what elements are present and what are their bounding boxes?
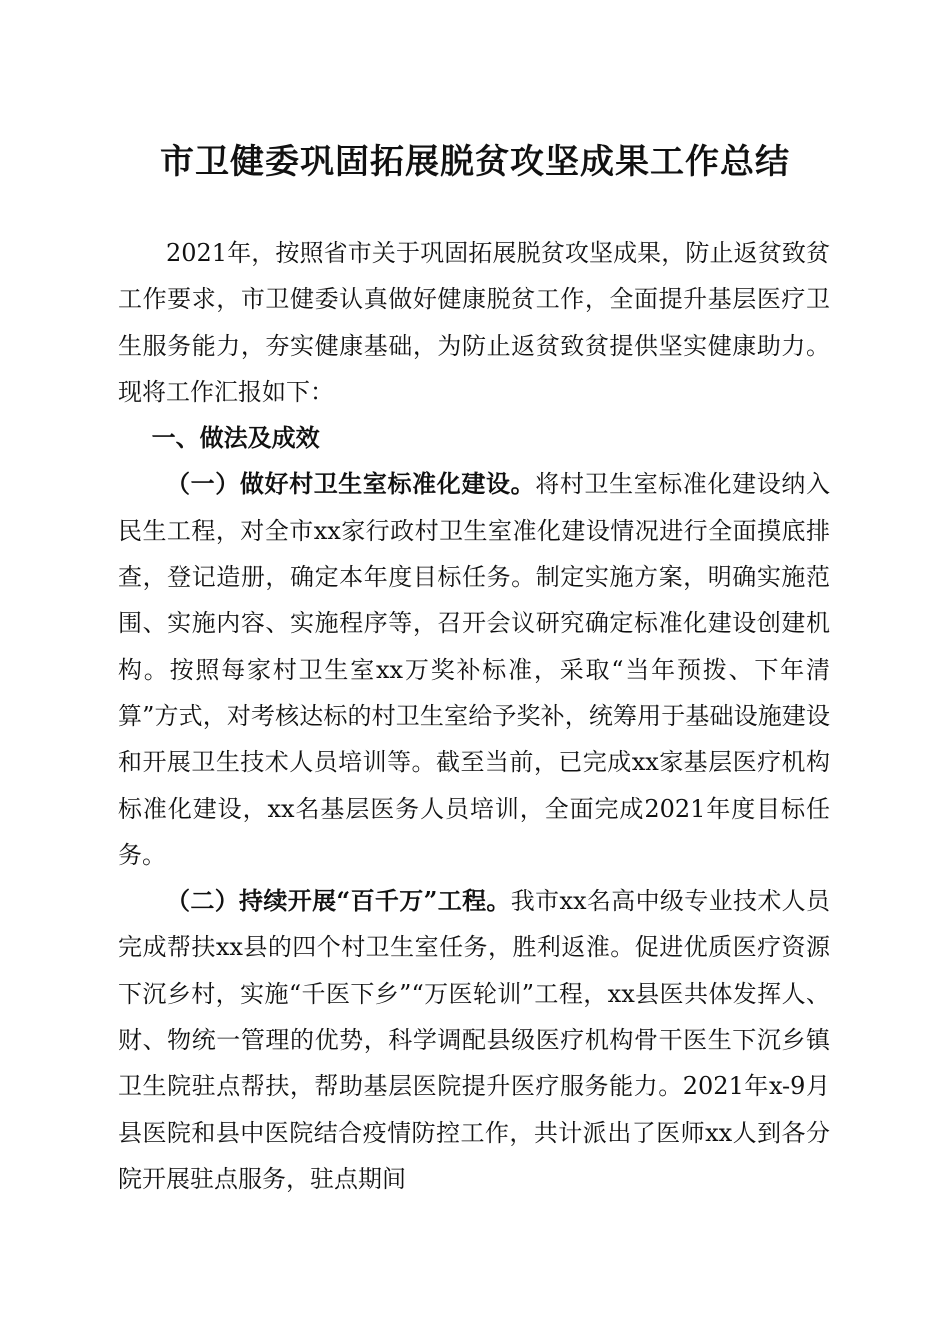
- document-body: [118, 230, 830, 1202]
- item-2-text: 我市xx名高中级专业技术人员完成帮扶xx县的四个村卫生室任务，胜利返淮。促进优质医疗资源下沉乡村，实施“千医下乡”“万医轮训”工程，xx县医共体发挥人、财、物统一管理的优势，科学调配县级医疗机构骨干医生下沉乡镇卫生院驻点帮扶，帮助基层医院提升医疗服务能力。2021年x-9月县医院和县中医院结合疫情防控工作，共计派出了医师xx人到各分院开展驻点服务，驻点期间: [118, 887, 831, 1193]
- document-title: 市卫健委巩固拓展脱贫攻坚成果工作总结: [160, 142, 790, 182]
- section-heading: 一、做法及成效: [151, 424, 320, 453]
- intro-paragraph: 2021年，按照省市关于巩固拓展脱贫攻坚成果，防止返贫致贫工作要求，市卫健委认真做好健康脱贫工作，全面提升基层医疗卫生服务能力，夯实健康基础，为防止返贫致贫提供坚实健康助力。现将工作汇报如下：: [118, 239, 830, 406]
- item-1-text: 将村卫生室标准化建设纳入民生工程，对全市xx家行政村卫生室准化建设情况进行全面摸底排查，登记造册，确定本年度目标任务。制定实施方案，明确实施范围、实施内容、实施程序等，召开会议研究确定标准化建设创建机构。按照每家村卫生室xx万奖补标准，采取“当年预拨、下年清算”方式，对考核达标的村卫生室给予奖补，统筹用于基础设施建设和开展卫生技术人员培训等。截至当前，已完成xx家基层医疗机构标准化建设，xx名基层医务人员培训，全面完成2021年度目标任务。: [118, 470, 831, 869]
- item-1-heading: （一）做好村卫生室标准化建设。: [166, 469, 536, 499]
- item-2-heading: （二）持续开展“百千万”工程。: [166, 886, 511, 916]
- item-1-paragraph: [118, 461, 830, 878]
- item-2-paragraph: [118, 878, 830, 1202]
